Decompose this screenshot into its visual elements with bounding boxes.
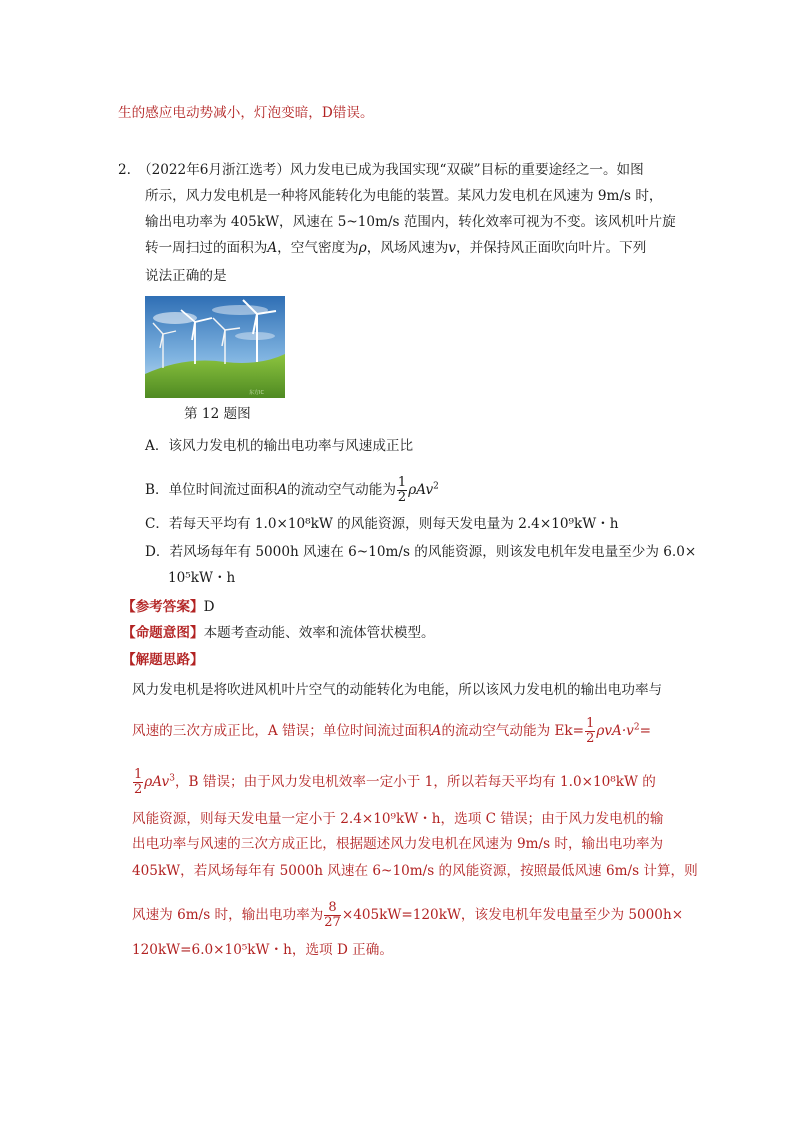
solution-line-8: 120kW=6.0×10⁵kW・h，选项 D 正确。 [132,942,393,958]
answer-label: 【参考答案】 [122,599,204,615]
solution-line-5: 出电功率与风速的三次方成正比，根据题述风力发电机在风速为 9m/s 时，输出电功率为 [132,836,664,852]
solution-line-1: 风力发电机是将吹进风机叶片空气的动能转化为电能，所以该风力发电机的输出电功率与 [132,682,663,698]
option-d-line-2: 10⁵kW・h [168,570,236,586]
symbol-area: A [431,723,442,739]
question-line-4 [145,238,646,258]
option-b [145,476,439,505]
text: ，空气密度为 [277,240,359,256]
solution-line-2: 风速的三次方成正比，A 错误；单位时间流过面积A的流动空气动能为 Ek= $\frac{1}{2}$ $\rho vA\cdot v^2=$ [132,716,651,746]
solution-line-7 [132,901,683,930]
text: ×405kW=120kW，该发电机年发电量至少为 5000h× [341,907,684,923]
intent-line [122,623,435,643]
formula: ρvA·v [596,723,634,739]
figure-caption: 第 12 题图 [184,406,251,422]
symbol-area: A [277,482,288,498]
text: ，并保持风正面吹向叶片。下列 [455,240,647,256]
fraction-half: $\frac{1}{2}$ [586,716,595,746]
answer-line [122,597,214,617]
solution-line-3 [132,768,656,797]
option-d-line-1: D．若风场每年有 5000h 风速在 6~10m/s 的风能资源，则该发电机年发电量至少为 6.0× [145,544,697,560]
symbol-area: A [267,240,278,256]
option-a: A．该风力发电机的输出电功率与风速成正比 [145,438,414,454]
symbol-v: v [448,240,456,256]
intent-label: 【命题意图】 [122,625,204,641]
fraction-half: $\frac{1}{2}$ [397,475,407,505]
fraction-8-27: $\frac{8}{27}$ [324,900,341,930]
wind-turbine-illustration [145,296,285,398]
watermark-text: 东方IC [249,390,264,396]
fraction-half: $\frac{1}{2}$ [134,767,143,797]
question-line-1: （2022年6月浙江选考）风力发电已成为我国实现“双碳”目标的重要途经之一。如图 [138,162,644,178]
question-line-3: 输出电功率为 405kW，风速在 5~10m/s 范围内，转化效率可视为不变。该风机叶片旋 [145,214,676,230]
question-number: 2. [118,162,131,178]
option-c: C．若每天平均有 1.0×10⁸kW 的风能资源，则每天发电量为 2.4×10⁹kW・h [145,516,619,532]
text: ，风场风速为 [366,240,449,256]
text: B．单位时间流过面积 [145,482,278,498]
solution-line-4: 风能资源，则每天发电量一定小于 2.4×10⁹kW・h，选项 C 错误；由于风力发电机的输 [132,811,664,827]
text: ，B 错误；由于风力发电机效率一定小于 1，所以若每天平均有 1.0×10⁸kW 的 [174,774,656,790]
text: 风速为 6m/s 时，输出电功率为 [132,907,324,923]
text: 风速的三次方成正比，A 错误；单位时间流过面积 [132,723,432,739]
exponent: 2 [433,481,439,492]
text: 的流动空气动能为 [287,482,396,498]
intent-value: 本题考查动能、效率和流体管状模型。 [203,625,435,641]
text: 的流动空气动能为 Ek= [441,723,585,739]
exponent: 2 [633,722,640,733]
formula: ρAv [408,482,434,498]
formula: ρAv [144,774,170,790]
solution-label: 【解题思路】 [122,652,204,668]
text: 转一周扫过的面积为 [145,240,268,256]
continuation-text: 生的感应电动势减小，灯泡变暗，D错误。 [118,105,374,121]
exponent: 3 [169,773,175,784]
question-line-2: 所示，风力发电机是一种将风能转化为电能的装置。某风力发电机在风速为 9m/s 时， [145,188,663,204]
answer-value: D [203,599,215,615]
wind-turbine-photo [145,296,285,398]
solution-line-6: 405kW，若风场每年有 5000h 风速在 6~10m/s 的风能资源，按照最低风速 6m/s 计算，则 [132,863,698,879]
symbol-rho: ρ [358,240,367,256]
question-line-5: 说法正确的是 [145,268,227,284]
